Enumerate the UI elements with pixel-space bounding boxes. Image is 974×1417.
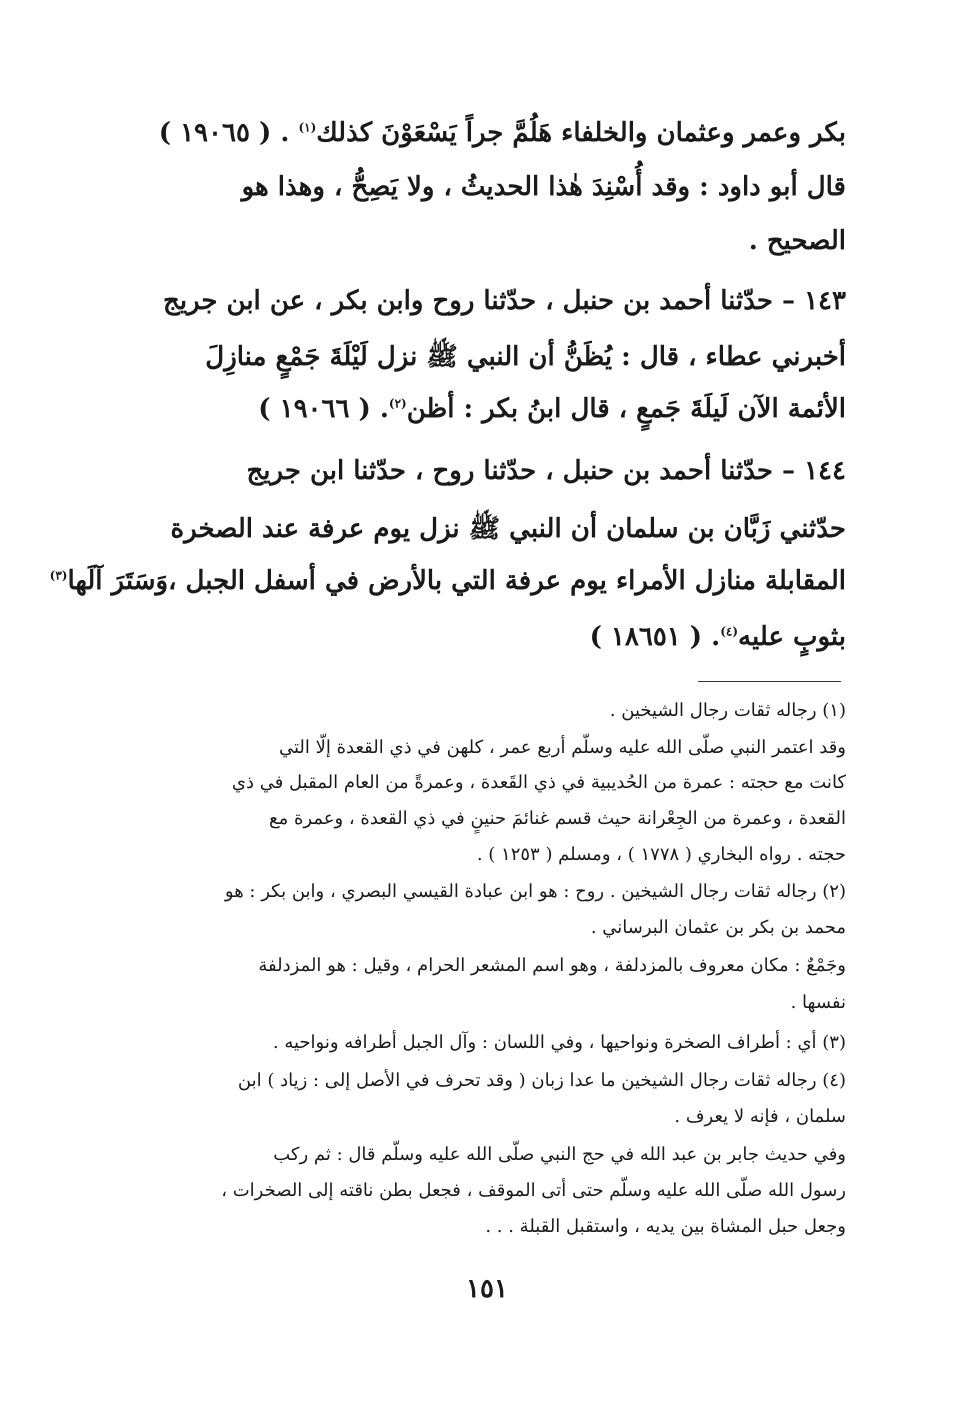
footnote-line: نفسها . bbox=[790, 992, 846, 1013]
main-line-3: الصحيح . bbox=[748, 226, 846, 256]
main-line-1: بكر وعمر وعثمان والخلفاء هَلُمَّ جراً يَسْعَوْنَ كذلك$^{(١)}$ . ( ١٩٠٦٥ ) bbox=[158, 118, 846, 148]
main-line-9: المقابلة منازل الأمراء يوم عرفة التي بالأرض في أسفل الجبل ،وَسَتَرَ آلَها$^{(٣)}$ bbox=[49, 566, 846, 596]
footnote-line: القعدة ، وعمرة من الجِعْرانة حيث قسم غنائمَ حنينٍ في ذي القعدة ، وعمرة مع bbox=[269, 808, 846, 829]
footnote-3: (٣) أي : أطراف الصخرة ونواحيها ، وفي اللسان : وآل الجبل أطرافه ونواحيه . bbox=[272, 1032, 846, 1053]
footnote-line: وفي حديث جابر بن عبد الله في حج النبي صلّى الله عليه وسلّم قال : ثم ركب bbox=[273, 1144, 846, 1165]
main-line-5: أخبرني عطاء ، قال : يُظَنُّ أن النبي ﷺ نزل لَيْلَةَ جَمْعٍ منازِلَ bbox=[205, 342, 846, 372]
footnote-line: رسول الله صلّى الله عليه وسلّم حتى أتى الموقف ، فجعل بطن ناقته إلى الصخرات ، bbox=[221, 1180, 846, 1201]
main-line-2: قال أبو داود : وقد أُسْنِدَ هٰذا الحديثُ ، ولا يَصِحُّ ، وهذا هو bbox=[241, 172, 846, 202]
footnote-2: (٢) رجاله ثقات رجال الشيخين . روح : هو ابن عبادة القيسي البصري ، وابن بكر : هو bbox=[224, 881, 846, 902]
footnote-4: (٤) رجاله ثقات رجال الشيخين ما عدا زبان ( وقد تحرف في الأصل إلى : زياد ) ابن bbox=[237, 1070, 846, 1091]
footnote-line: محمد بن بكر بن عثمان البرساني . bbox=[590, 917, 846, 938]
footnote-line: وقد اعتمر النبي صلّى الله عليه وسلّم أربع عمر ، كلهن في ذي القعدة إلّا التي bbox=[278, 737, 846, 758]
footnote-divider bbox=[698, 681, 841, 682]
footnote-line: كانت مع حجته : عمرة من الحُديبية في ذي القَعدة ، وعمرةً من العام المقبل في ذي bbox=[231, 772, 846, 793]
hadith-144-isnad: ١٤٤ – حدّثنا أحمد بن حنبل ، حدّثنا روح ، حدّثنا ابن جريج bbox=[246, 456, 846, 486]
footnote-line: وجَمْعٌ : مكان معروف بالمزدلفة ، وهو اسم المشعر الحرام ، وقيل : هو المزدلفة bbox=[258, 955, 846, 976]
footnote-line: سلمان ، فإنه لا يعرف . bbox=[674, 1106, 846, 1127]
hadith-143-isnad: ١٤٣ – حدّثنا أحمد بن حنبل ، حدّثنا روح وابن بكر ، عن ابن جريج bbox=[163, 286, 846, 316]
footnote-1: (١) رجاله ثقات رجال الشيخين . bbox=[609, 700, 846, 721]
page-number: ١٥١ bbox=[466, 1274, 508, 1304]
main-line-8: حدّثني زَبَّان بن سلمان أن النبي ﷺ نزل يوم عرفة عند الصخرة bbox=[170, 514, 846, 544]
main-line-10: بثوبٍ عليه$^{(٤)}$. ( ١٨٦٥١ ) bbox=[589, 622, 846, 652]
main-line-6: الأئمة الآن لَيلَةَ جَمعٍ ، قال ابنُ بكر : أظن$^{(٢)}$. ( ١٩٠٦٦ ) bbox=[258, 394, 846, 424]
footnote-line: حجته . رواه البخاري ( ١٧٧٨ ) ، ومسلم ( ١٢٥٣ ) . bbox=[476, 844, 846, 865]
footnote-line: وجعل حبل المشاة بين يديه ، واستقبل القبلة . . . bbox=[485, 1216, 846, 1237]
